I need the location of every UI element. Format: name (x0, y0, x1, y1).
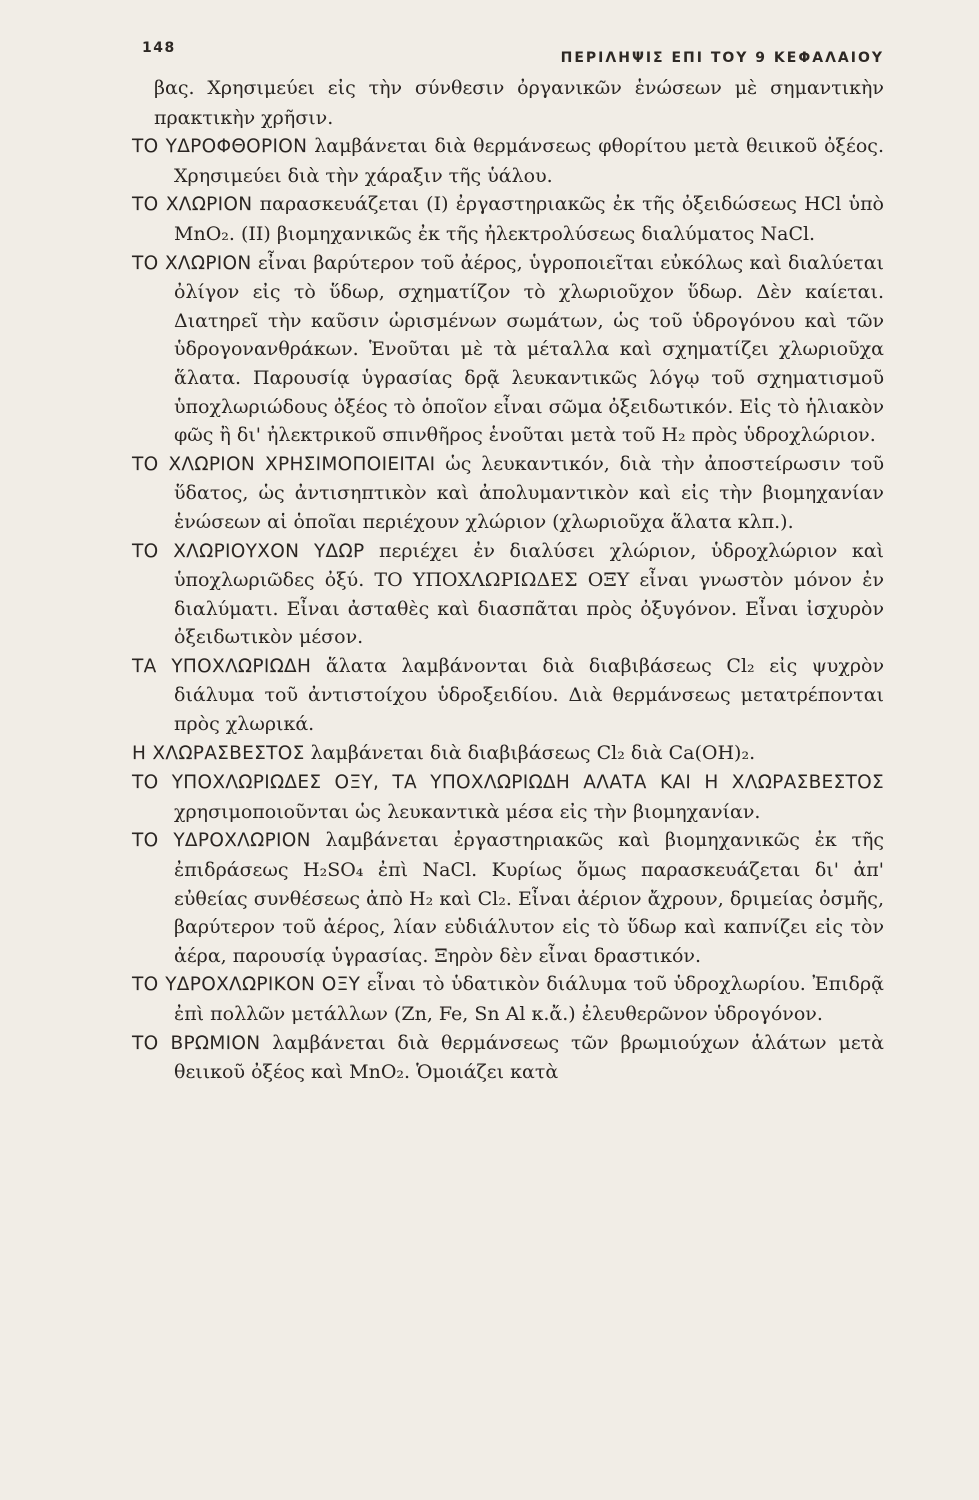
paragraph-lead: Η ΧΛΩΡΑΣΒΕΣΤΟΣ (132, 742, 305, 764)
paragraph (132, 190, 884, 248)
paragraph-lead: ΤΟ ΥΔΡΟΧΛΩΡΙΟΝ (132, 830, 311, 852)
paragraph (132, 74, 884, 132)
paragraph-text: εἶναι τὸ ὑδατικὸν διάλυμα τοῦ ὑδροχλωρίου. Ἐπιδρᾷ ἐπὶ πολλῶν μετάλλων (Zn, Fe, Sn Al κ.ἄ.) ἐλευθερῶνον ὑδρογόνον. (174, 973, 884, 1025)
paragraph-text: παρασκευάζεται (I) ἐργαστηριακῶς ἐκ τῆς ὀξειδώσεως HCl ὑπὸ MnO₂. (II) βιομηχανικῶς ἐκ τῆς ἠλεκτρολύσεως διαλύματος NaCl. (174, 193, 884, 245)
paragraph-text: λαμβάνεται ἐργαστηριακῶς καὶ βιομηχανικῶς ἐκ τῆς ἐπιδράσεως H₂SO₄ ἐπὶ NaCl. Κυρίως ὅμως παρασκευάζεται δι' ἀπ' εὐθείας συνθέσεως ἀπὸ H₂ καὶ Cl₂. Εἶναι ἀέριον ἄχρουν, δριμείας ὀσμῆς, βαρύτερον τοῦ ἀέρος, λίαν εὐδιάλυτον εἰς τὸ ὕδωρ καὶ καπνίζει εἰς τὸν ἀέρα, παρουσίᾳ ὑγρασίας. Ξηρὸν δὲν εἶναι δραστικόν. (174, 829, 884, 967)
paragraph-text: εἶναι βαρύτερον τοῦ ἀέρος, ὑγροποιεῖται εὐκόλως καὶ διαλύεται ὀλίγον εἰς τὸ ὕδωρ, σχηματίζον τὸ χλωριοῦχον ὕδωρ. Δὲν καίεται. Διατηρεῖ τὴν καῦσιν ὡρισμένων σωμάτων, ὡς τοῦ ὑδρογόνου καὶ τῶν ὑδρογονανθράκων. Ἑνοῦται μὲ τὰ μέταλλα καὶ σχηματίζει χλωριοῦχα ἅλατα. Παρουσίᾳ ὑγρασίας δρᾷ λευκαντικῶς λόγῳ τοῦ σχηματισμοῦ ὑποχλωριώδους ὀξέος τὸ ὁποῖον εἶναι σῶμα ὀξειδωτικόν. Εἰς τὸ ἡλιακὸν φῶς ἢ δι' ἠλεκτρικοῦ σπινθῆρος ἑνοῦται μετὰ τοῦ H₂ πρὸς ὑδροχλώριον. (174, 251, 884, 447)
paragraph (132, 768, 884, 826)
paragraph (132, 537, 884, 652)
summary-text (132, 74, 884, 1087)
paragraph-lead: ΤΟ ΧΛΩΡΙΟΝ (132, 194, 253, 216)
paragraph-text: λαμβάνεται διὰ διαβιβάσεως Cl₂ διὰ Ca(OH)₂. (304, 741, 756, 764)
paragraph-text: ὡς λευκαντικόν, διὰ τὴν ἀποστείρωσιν τοῦ ὕδατος, ὡς ἀντισηπτικὸν καὶ ἀπολυμαντικὸν καὶ εἰς τὴν βιομηχανίαν ἑνώσεων αἱ ὁποῖαι περιέχουν χλώριον (χλωριοῦχα ἅλατα κλπ.). (174, 452, 884, 533)
paragraph-text: λαμβάνεται διὰ θερμάνσεως φθορίτου μετὰ θειικοῦ ὀξέος. Χρησιμεύει διὰ τὴν χάραξιν τῆς ὑάλου. (174, 135, 884, 187)
paragraph-lead: ΤΟ ΒΡΩΜΙΟΝ (132, 1032, 261, 1054)
paragraph (132, 826, 884, 970)
paragraph-lead: ΤΟ ΥΔΡΟΧΛΩΡΙΚΟΝ ΟΞΥ (132, 974, 361, 996)
paragraph-lead: ΤΟ ΥΔΡΟΦΘΟΡΙΟΝ (132, 136, 308, 158)
paragraph-text: λαμβάνεται διὰ θερμάνσεως τῶν βρωμιούχων ἁλάτων μετὰ θειικοῦ ὀξέος καὶ MnO₂. Ὁμοιάζει κατὰ (174, 1031, 885, 1084)
paragraph-lead: ΤΟ ΧΛΩΡΙΟΥΧΟΝ ΥΔΩΡ (132, 540, 365, 562)
paragraph (132, 1029, 884, 1087)
paragraph-text: περιέχει ἐν διαλύσει χλώριον, ὑδροχλώριον καὶ ὑποχλωριῶδες ὀξύ. ΤΟ ΥΠΟΧΛΩΡΙΩΔΕΣ ΟΞΥ εἶναι γνωστὸν μόνον ἐν διαλύματι. Εἶναι ἀσταθὲς καὶ διασπᾶται πρὸς ὀξυγόνον. Εἶναι ἰσχυρὸν ὀξειδωτικὸν μέσον. (174, 539, 884, 649)
paragraph-text: ἅλατα λαμβάνονται διὰ διαβιβάσεως Cl₂ εἰς ψυχρὸν διάλυμα τοῦ ἀντιστοίχου ὑδροξειδίου. Διὰ θερμάνσεως μετατρέπονται πρὸς χλωρικά. (174, 654, 884, 736)
running-head (132, 40, 884, 74)
paragraph-lead: ΤΟ ΥΠΟΧΛΩΡΙΩΔΕΣ ΟΞΥ, ΤΑ ΥΠΟΧΛΩΡΙΩΔΗ ΑΛΑΤΑ ΚΑΙ Η ΧΛΩΡΑΣΒΕΣΤΟΣ (132, 772, 884, 794)
paragraph-lead: ΤΑ ΥΠΟΧΛΩΡΙΩΔΗ (132, 655, 312, 677)
paragraph (132, 132, 884, 190)
paragraph (132, 739, 884, 769)
paragraph (132, 450, 884, 537)
paragraph-text: χρησιμοποιοῦνται ὡς λευκαντικὰ μέσα εἰς τὴν βιομηχανίαν. (174, 800, 761, 823)
paragraph (132, 970, 884, 1028)
paragraph (132, 249, 884, 450)
paragraph-lead: ΤΟ ΧΛΩΡΙΟΝ ΧΡΗΣΙΜΟΠΟΙΕΙΤΑΙ (132, 453, 436, 475)
paragraph-lead: ΤΟ ΧΛΩΡΙΟΝ (132, 252, 252, 274)
chapter-title: ΠΕΡΙΛΗΨΙΣ ΕΠΙ ΤΟΥ 9 ΚΕΦΑΛΑΙΟΥ (560, 50, 884, 66)
page-number: 148 (142, 40, 176, 56)
paragraph (132, 652, 884, 739)
paragraph-text: βας. Χρησιμεύει εἰς τὴν σύνθεσιν ὀργανικῶν ἑνώσεων μὲ σημαντικὴν πρακτικὴν χρῆσιν. (154, 77, 884, 129)
